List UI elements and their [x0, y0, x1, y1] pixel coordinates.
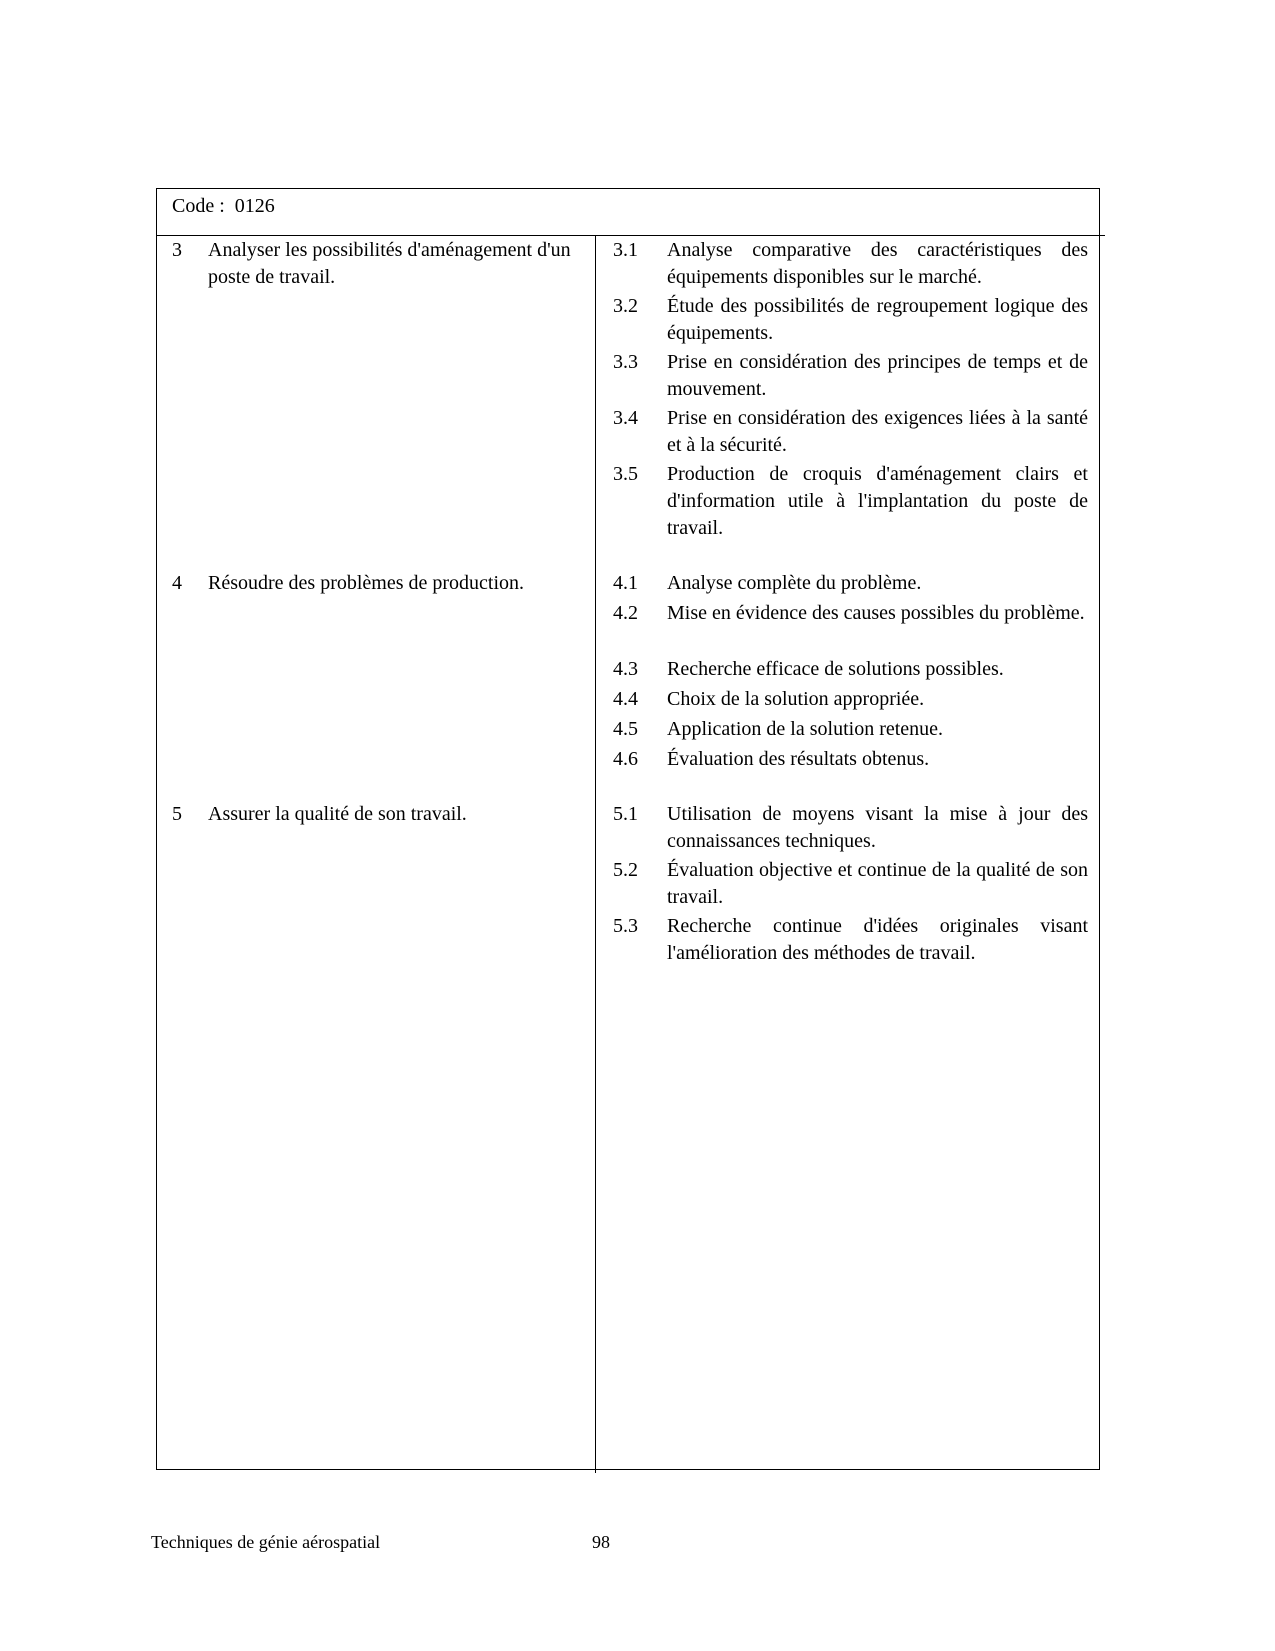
criterion-text: Prise en considération des exigences liées à la santé et à la sécurité.	[667, 407, 1088, 456]
criterion-number: 4.3	[613, 658, 638, 680]
criterion-text: Évaluation des résultats obtenus.	[667, 748, 930, 770]
criterion-text: Analyse complète du problème.	[667, 572, 922, 594]
criterion-item	[613, 746, 1088, 773]
criterion-item	[613, 600, 1088, 627]
criterion-item	[613, 461, 1088, 542]
competency-item	[172, 237, 582, 291]
competency-number: 3	[172, 239, 182, 261]
criterion-item	[613, 656, 1088, 683]
criterion-number: 5.1	[613, 803, 638, 825]
criterion-number: 4.5	[613, 718, 638, 740]
competency-text: Assurer la qualité de son travail.	[208, 803, 467, 825]
competency-item	[172, 801, 582, 828]
criterion-number: 3.1	[613, 239, 638, 261]
criterion-text: Application de la solution retenue.	[667, 718, 944, 740]
criterion-number: 5.3	[613, 915, 638, 937]
competency-number: 5	[172, 803, 182, 825]
criterion-text: Analyse comparative des caractéristiques des équipements disponibles sur le marché.	[667, 239, 1088, 288]
criterion-number: 3.2	[613, 295, 638, 317]
criterion-item	[613, 237, 1088, 291]
criterion-text: Utilisation de moyens visant la mise à jour des connaissances techniques.	[667, 803, 1088, 852]
criterion-text: Choix de la solution appropriée.	[667, 688, 925, 710]
competency-number: 4	[172, 572, 182, 594]
criterion-item	[613, 857, 1088, 911]
criterion-number: 4.6	[613, 748, 638, 770]
criterion-text: Production de croquis d'aménagement clairs et d'information utile à l'implantation du poste de travail.	[667, 463, 1088, 539]
criterion-number: 4.1	[613, 572, 638, 594]
criterion-item	[613, 913, 1088, 967]
criterion-number: 4.4	[613, 688, 638, 710]
criterion-item	[613, 405, 1088, 459]
criterion-item	[613, 801, 1088, 855]
code-header	[172, 193, 275, 219]
criterion-text: Prise en considération des principes de temps et de mouvement.	[667, 351, 1088, 400]
competency-text: Résoudre des problèmes de production.	[208, 572, 525, 594]
competency-item	[172, 570, 582, 597]
code-label: Code :	[172, 195, 225, 217]
criterion-number: 5.2	[613, 859, 638, 881]
criterion-text: Évaluation objective et continue de la qualité de son travail.	[667, 859, 1088, 908]
header-divider	[156, 235, 1105, 236]
criterion-item	[613, 686, 1088, 713]
criterion-number: 3.3	[613, 351, 638, 373]
criterion-item	[613, 293, 1088, 347]
footer-program-name: Techniques de génie aérospatial	[151, 1532, 381, 1552]
criterion-item	[613, 349, 1088, 403]
criterion-text: Étude des possibilités de regroupement logique des équipements.	[667, 295, 1088, 344]
criterion-item	[613, 716, 1088, 743]
competency-text: Analyser les possibilités d'aménagement d'un poste de travail.	[208, 239, 571, 288]
criterion-text: Mise en évidence des causes possibles du problème.	[667, 602, 1085, 624]
page-number: 98	[592, 1532, 610, 1552]
criterion-text: Recherche efficace de solutions possibles.	[667, 658, 1004, 680]
criterion-number: 3.5	[613, 463, 638, 485]
criterion-text: Recherche continue d'idées originales visant l'amélioration des méthodes de travail.	[667, 915, 1088, 964]
criterion-number: 4.2	[613, 602, 638, 624]
code-value: 0126	[234, 195, 275, 217]
criterion-item	[613, 570, 1088, 597]
column-divider	[595, 235, 596, 1473]
criterion-number: 3.4	[613, 407, 638, 429]
